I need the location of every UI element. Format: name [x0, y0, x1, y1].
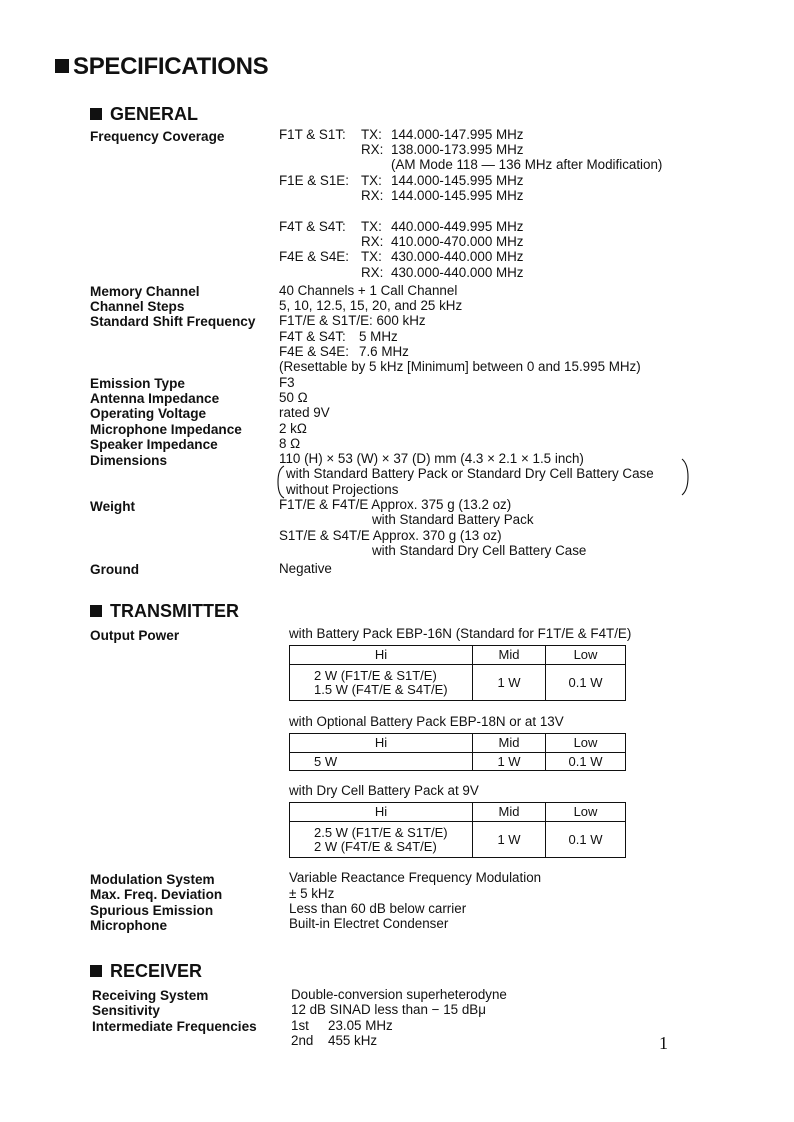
cell-low: 0.1 W	[546, 822, 626, 858]
operating-voltage-value: rated 9V	[279, 405, 330, 420]
table1-caption: with Battery Pack EBP-16N (Standard for F1T/E & F4T/E)	[289, 626, 632, 641]
if-first-value: 23.05 MHz	[328, 1018, 393, 1033]
cell-mid: 1 W	[473, 753, 546, 771]
frequency-coverage-label: Frequency Coverage	[90, 129, 225, 144]
speaker-impedance-label: Speaker Impedance	[90, 437, 218, 452]
col-header-hi: Hi	[290, 803, 473, 822]
microphone-label: Microphone	[90, 918, 168, 933]
shift-resettable-note: (Resettable by 5 kHz [Minimum] between 0 and 15.995 MHz)	[279, 359, 641, 374]
col-header-low: Low	[546, 803, 626, 822]
cell-low: 0.1 W	[546, 753, 626, 771]
if-second-key: 2nd	[291, 1033, 314, 1048]
dimensions-note-projections: without Projections	[286, 482, 399, 497]
square-bullet-icon	[90, 108, 102, 120]
f4t-rx-value: 410.000-470.000 MHz	[391, 234, 524, 249]
shift-f4e-model: F4E & S4E:	[279, 344, 349, 359]
dimensions-label: Dimensions	[90, 453, 168, 468]
shift-f1-value: F1T/E & S1T/E: 600 kHz	[279, 313, 426, 328]
weight-s1-note: with Standard Dry Cell Battery Case	[372, 543, 587, 558]
weight-s1-value: S1T/E & S4T/E Approx. 370 g (13 oz)	[279, 528, 502, 543]
f1t-rx-value: 138.000-173.995 MHz	[391, 142, 524, 157]
output-power-table-2	[289, 733, 626, 771]
receiver-heading: RECEIVER	[90, 961, 202, 982]
f4t-rx-key: RX:	[361, 234, 384, 249]
output-power-table-1	[289, 645, 626, 701]
cell-hi: 2.5 W (F1T/E & S1T/E) 2 W (F4T/E & S4T/E)	[290, 822, 473, 858]
table2-caption: with Optional Battery Pack EBP-18N or at 13V	[289, 714, 564, 729]
output-power-label: Output Power	[90, 628, 180, 643]
cell-low: 0.1 W	[546, 665, 626, 701]
f4t-tx-value: 440.000-449.995 MHz	[391, 219, 524, 234]
f4t-model: F4T & S4T:	[279, 219, 346, 234]
f1e-tx-value: 144.000-145.995 MHz	[391, 173, 524, 188]
memory-channel-value: 40 Channels + 1 Call Channel	[279, 283, 458, 298]
cell-hi: 2 W (F1T/E & S1T/E) 1.5 W (F4T/E & S4T/E)	[290, 665, 473, 701]
weight-label: Weight	[90, 499, 136, 514]
f4e-model: F4E & S4E:	[279, 249, 349, 264]
cell-hi: 5 W	[290, 753, 473, 771]
channel-steps-label: Channel Steps	[90, 299, 185, 314]
operating-voltage-label: Operating Voltage	[90, 406, 207, 421]
square-bullet-icon	[90, 965, 102, 977]
max-freq-deviation-value: ± 5 kHz	[289, 886, 335, 901]
cell-mid: 1 W	[473, 822, 546, 858]
ground-value: Negative	[279, 561, 332, 576]
spurious-emission-value: Less than 60 dB below carrier	[289, 901, 467, 916]
antenna-impedance-value: 50 Ω	[279, 390, 308, 405]
microphone-value: Built-in Electret Condenser	[289, 916, 449, 931]
max-freq-deviation-label: Max. Freq. Deviation	[90, 887, 223, 902]
page-number: 1	[659, 1033, 668, 1053]
col-header-low: Low	[546, 646, 626, 665]
weight-f1-value: F1T/E & F4T/E Approx. 375 g (13.2 oz)	[279, 497, 512, 512]
f1e-rx-value: 144.000-145.995 MHz	[391, 188, 524, 203]
col-header-low: Low	[546, 734, 626, 753]
transmitter-heading: TRANSMITTER	[90, 601, 239, 622]
speaker-impedance-value: 8 Ω	[279, 436, 301, 451]
cell-mid: 1 W	[473, 665, 546, 701]
f1t-model: F1T & S1T:	[279, 127, 346, 142]
modulation-system-label: Modulation System	[90, 872, 215, 887]
col-header-hi: Hi	[290, 646, 473, 665]
f1e-tx-key: TX:	[361, 173, 382, 188]
intermediate-frequencies-label: Intermediate Frequencies	[92, 1019, 257, 1034]
f1e-model: F1E & S1E:	[279, 173, 349, 188]
square-bullet-icon	[90, 605, 102, 617]
dimensions-value: 110 (H) × 53 (W) × 37 (D) mm (4.3 × 2.1 × 1.5 inch)	[279, 451, 584, 466]
modulation-system-value: Variable Reactance Frequency Modulation	[289, 870, 542, 885]
shift-f4t-value: 5 MHz	[359, 329, 398, 344]
am-mode-note: (AM Mode 118 — 136 MHz after Modification)	[391, 157, 663, 172]
col-header-hi: Hi	[290, 734, 473, 753]
table3-caption: with Dry Cell Battery Pack at 9V	[289, 783, 479, 798]
output-power-table-3	[289, 802, 626, 858]
if-second-value: 455 kHz	[328, 1033, 378, 1048]
if-first-key: 1st	[291, 1018, 309, 1033]
weight-f1-note: with Standard Battery Pack	[372, 512, 534, 527]
shift-f4t-model: F4T & S4T:	[279, 329, 346, 344]
microphone-impedance-label: Microphone Impedance	[90, 422, 242, 437]
shift-frequency-label: Standard Shift Frequency	[90, 314, 256, 329]
microphone-impedance-value: 2 kΩ	[279, 421, 307, 436]
left-bracket-icon	[276, 465, 286, 499]
sensitivity-label: Sensitivity	[92, 1003, 160, 1018]
spurious-emission-label: Spurious Emission	[90, 903, 214, 918]
right-bracket-icon	[680, 458, 690, 496]
memory-channel-label: Memory Channel	[90, 284, 200, 299]
dimensions-note-battery: with Standard Battery Pack or Standard Dry Cell Battery Case	[286, 466, 654, 481]
f4e-tx-key: TX:	[361, 249, 382, 264]
f1t-tx-key: TX:	[361, 127, 382, 142]
col-header-mid: Mid	[473, 734, 546, 753]
receiving-system-value: Double-conversion superheterodyne	[291, 987, 507, 1002]
f4e-rx-value: 430.000-440.000 MHz	[391, 265, 524, 280]
emission-type-label: Emission Type	[90, 376, 185, 391]
f1e-rx-key: RX:	[361, 188, 384, 203]
receiving-system-label: Receiving System	[92, 988, 209, 1003]
f1t-rx-key: RX:	[361, 142, 384, 157]
shift-f4e-value: 7.6 MHz	[359, 344, 409, 359]
f4t-tx-key: TX:	[361, 219, 382, 234]
sensitivity-value: 12 dB SINAD less than − 15 dBμ	[291, 1002, 486, 1017]
f4e-tx-value: 430.000-440.000 MHz	[391, 249, 524, 264]
f4e-rx-key: RX:	[361, 265, 384, 280]
f1t-tx-value: 144.000-147.995 MHz	[391, 127, 524, 142]
col-header-mid: Mid	[473, 803, 546, 822]
page-title: SPECIFICATIONS	[55, 53, 268, 81]
channel-steps-value: 5, 10, 12.5, 15, 20, and 25 kHz	[279, 298, 463, 313]
col-header-mid: Mid	[473, 646, 546, 665]
antenna-impedance-label: Antenna Impedance	[90, 391, 220, 406]
general-heading: GENERAL	[90, 104, 198, 125]
square-bullet-icon	[55, 59, 69, 73]
emission-type-value: F3	[279, 375, 295, 390]
ground-label: Ground	[90, 562, 140, 577]
